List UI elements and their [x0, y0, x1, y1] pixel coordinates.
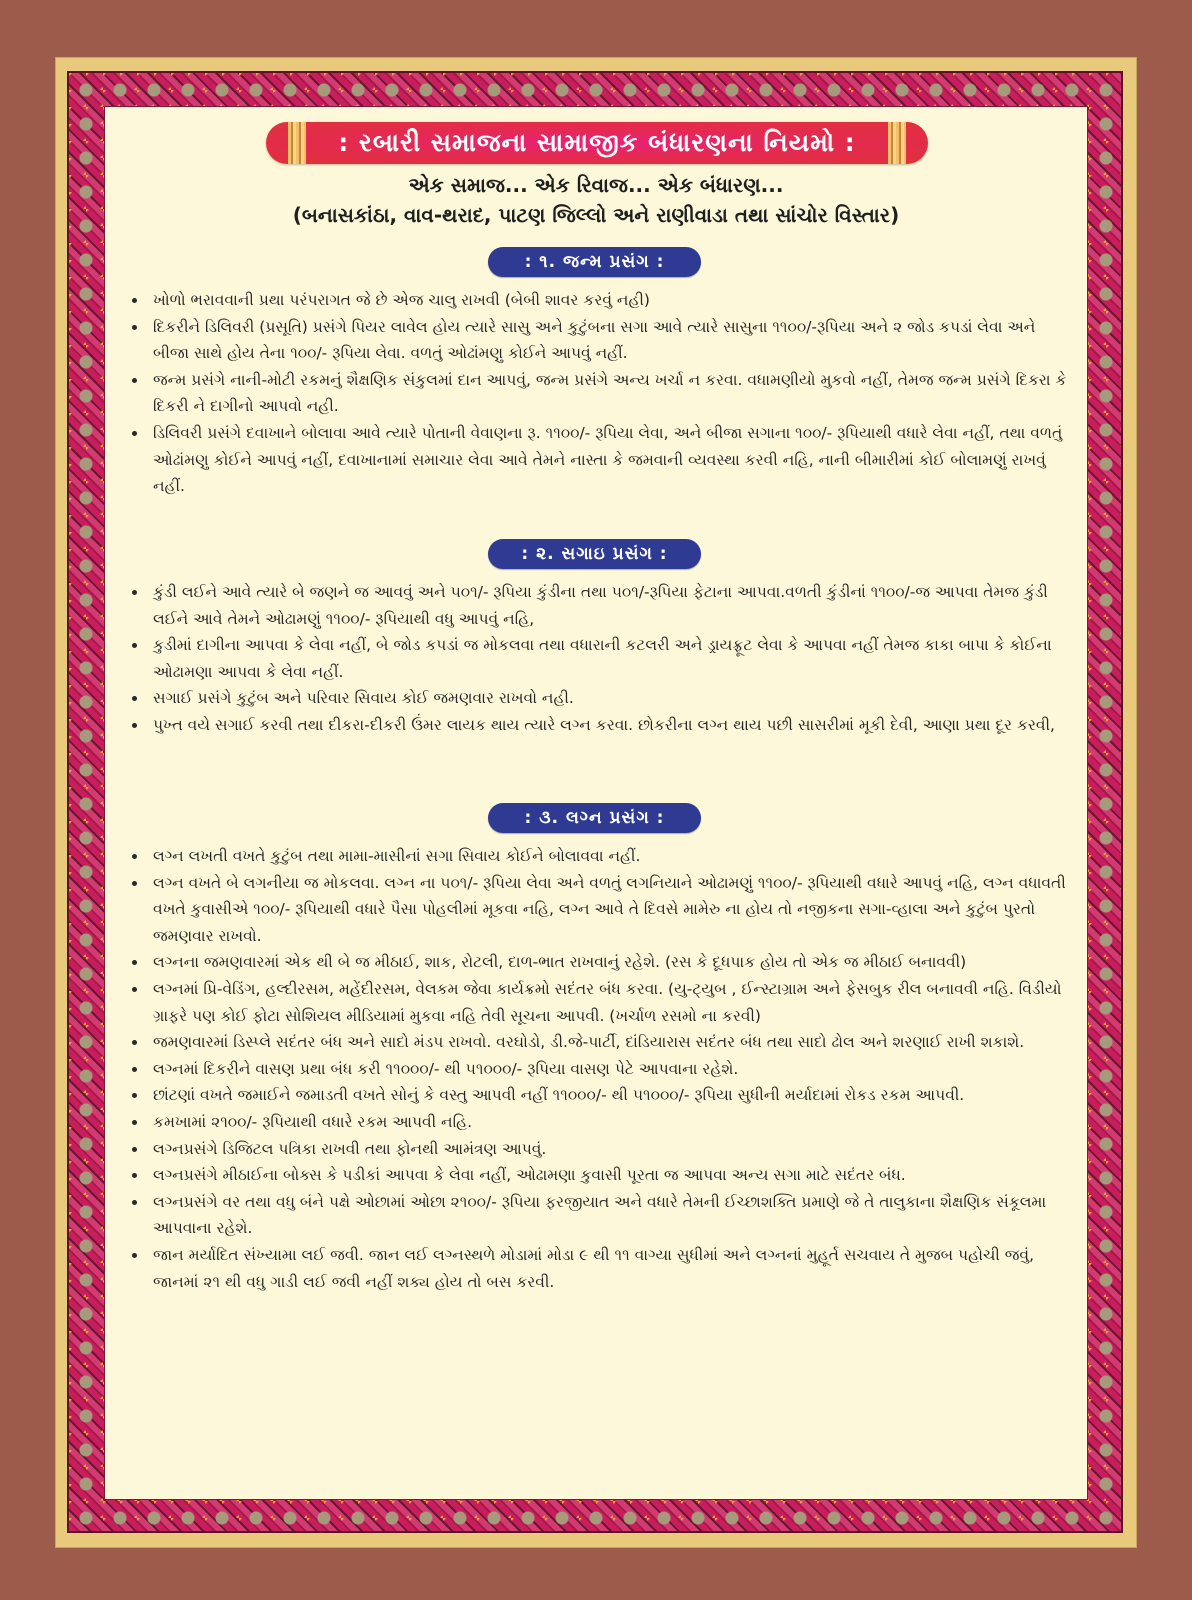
rules-list-birth [125, 287, 1075, 500]
rule-item: કુડીમાં દાગીના આપવા કે લેવા નહીં, બે જોડ કપડાં જ મોકલવા તથા વધારાની કટલરી અને ડ્રાયફ્રૂટ લેવા કે આપવા નહીં તેમજ કાકા બાપા કે કોઈના ઓઢામણા આપવા કે લેવા નહીં. [125, 632, 1075, 685]
section-heading-birth: : ૧. જન્મ પ્રસંગ : [488, 247, 701, 277]
rule-item: લગ્નમાં પ્રિ-વેડિંગ, હલ્દીરસમ, મહેંદીરસમ, વેલકમ જેવા કાર્યક્રમો સદંતર બંધ કરવા. (યુ-ટ્યુબ , ઈન્સ્ટાગ્રામ અને ફેસબુક રીલ બનાવવી નહિ. વિડીયો ગ્રાફરે પણ કોઈ ફોટા સોશિયલ મીડિયામાં મુકવા નહિ તેવી સૂચના આપવી. (ખર્ચાળ રસમો ના કરવી) [125, 976, 1075, 1029]
rule-item: ખોળો ભરાવવાની પ્રથા પરંપરાગત જે છે એજ ચાલુ રાખવી (બેબી શાવર કરવું નહી) [125, 287, 1075, 314]
section-heading-engagement: : ૨. સગાઇ પ્રસંગ : [488, 539, 701, 569]
rule-item: લગ્નપ્રસંગે મીઠાઈના બોક્સ કે પડીકાં આપવા કે લેવા નહીં, ઓઢામણા કુવાસી પૂરતા જ આપવા અન્ય સગા માટે સદંતર બંધ. [125, 1162, 1075, 1189]
rule-item: લગ્નપ્રસંગે વર તથા વધુ બંને પક્ષે ઓછામાં ઓછા ૨૧૦૦/- રૂપિયા ફરજીયાત અને વધારે તેમની ઈચ્છાશક્તિ પ્રમાણે જે તે તાલુકાના શૈક્ષણિક સંકૂલમા આપવાના રહેશે. [125, 1189, 1075, 1242]
rule-item: લગ્નમાં દિકરીને વાસણ પ્રથા બંધ કરી ૧૧૦૦૦/- થી ૫૧૦૦૦/- રૂપિયા વાસણ પેટે આપવાના રહેશે. [125, 1056, 1075, 1083]
rule-item: છાંટણાં વખતે જમાઈને જમાડતી વખતે સોનું કે વસ્તુ આપવી નહીં ૧૧૦૦૦/- થી ૫૧૦૦૦/- રૂપિયા સુધીની મર્યાદામાં રોકડ રકમ આપવી. [125, 1082, 1075, 1109]
page-title: : રબારી સમાજના સામાજીક બંધારણના નિયમો : [338, 128, 856, 157]
rule-item: લગ્ન લખતી વખતે કુટુંબ તથા મામા-માસીનાં સગા સિવાય કોઈને બોલાવવા નહીં. [125, 843, 1075, 870]
rule-item: સગાઈ પ્રસંગે કુટુંબ અને પરિવાર સિવાય કોઈ જમણવાર રાખવો નહી. [125, 685, 1075, 712]
rules-list-wedding [125, 843, 1075, 1295]
notice-content [104, 106, 1088, 1500]
rule-item: જન્મ પ્રસંગે નાની-મોટી રકમનું શૈક્ષણિક સંકુલમાં દાન આપવું, જન્મ પ્રસંગે અન્ય ખર્ચા ન કરવા. વધામણીયો મુકવો નહીં, તેમજ જન્મ પ્રસંગે દિકરા કે દિકરી ને દાગીનો આપવો નહી. [125, 367, 1075, 420]
rule-item: કમખામાં ૨૧૦૦/- રૂપિયાથી વધારે રકમ આપવી નહિ. [125, 1109, 1075, 1136]
rule-item: જાન મર્યાદિત સંખ્યામા લઈ જવી. જાન લઈ લગ્નસ્થળે મોડામાં મોડા ૯ થી ૧૧ વાગ્યા સુધીમાં અને લગ્નનાં મુહૂર્ત સચવાય તે મુજબ પહોચી જવું, જાનમાં ૨૧ થી વધુ ગાડી લઈ જવી નહીં શક્ય હોય તો બસ કરવી. [125, 1242, 1075, 1295]
tagline: એક સમાજ... એક રિવાજ... એક બંધારણ... [408, 173, 784, 197]
banner-gold-band-right [888, 122, 906, 164]
rule-item: લગ્ન વખતે બે લગનીયા જ મોકલવા. લગ્ન ના ૫૦૧/- રૂપિયા લેવા અને વળતું લગનિયાને ઓઢામણું ૧૧૦૦/- રૂપિયાથી વધારે આપવું નહિ, લગ્ન વધાવતી વખતે કુવાસીએ ૧૦૦/- રૂપિયાથી વધારે પૈસા પોહલીમાં મૂકવા નહિ, લગ્ન આવે તે દિવસે મામેરુ ના હોય તો નજીકના સગા-વ્હાલા અને કુટુંબ પુરતો જમણવાર રાખવો. [125, 870, 1075, 950]
rule-item: પુખ્ત વયે સગાઈ કરવી તથા દીકરા-દીકરી ઉંમર લાયક થાય ત્યારે લગ્ન કરવા. છોકરીના લગ્ન થાય પછી સાસરીમાં મૂકી દેવી, આણા પ્રથા દૂર કરવી, [125, 712, 1075, 739]
rule-item: કુંડી લઈને આવે ત્યારે બે જણને જ આવવું અને ૫૦૧/- રૂપિયા કુંડીના તથા ૫૦૧/-રૂપિયા ફેટાના આપવા.વળતી કુંડીનાં ૧૧૦૦/-જ આપવા તેમજ કુંડી લઈને આવે તેમને ઓઢામણું ૧૧૦૦/- રૂપિયાથી વધુ આપવું નહિ, [125, 579, 1075, 632]
region-subtitle: (બનાસકાંઠા, વાવ-થરાદ, પાટણ જિલ્લો અને રાણીવાડા તથા સાંચોર વિસ્તાર) [292, 203, 900, 227]
rule-item: લગ્નપ્રસંગે ડિજિટલ પત્રિકા રાખવી તથા ફોનથી આમંત્રણ આપવું. [125, 1136, 1075, 1163]
rules-list-engagement [125, 579, 1075, 739]
rule-item: ડિલિવરી પ્રસંગે દવાખાને બોલાવા આવે ત્યારે પોતાની વેવાણના રૂ. ૧૧૦૦/- રૂપિયા લેવા, અને બીજા સગાના ૧૦૦/- રૂપિયાથી વધારે લેવા નહીં, તથા વળતું ઓઢાંમણુ કોઈને આપવું નહીં, દવાખાનામાં સમાચાર લેવા આવે તેમને નાસ્તા કે જમવાની વ્યવસ્થા કરવી નહિ, નાની બીમારીમાં કોઈ બોલામણું રાખવું નહીં. [125, 420, 1075, 500]
rule-item: દિકરીને ડિલિવરી (પ્રસૂતિ) પ્રસંગે પિયર લાવેલ હોય ત્યારે સાસુ અને કુટુંબના સગા આવે ત્યારે સાસુના ૧૧૦૦/-રૂપિયા અને ૨ જોડ કપડાં લેવા અને બીજા સાથે હોય તેના ૧૦૦/- રૂપિયા લેવા. વળતું ઓઢાંમણુ કોઈને આપવું નહીં. [125, 314, 1075, 367]
rule-item: લગ્નના જમણવારમાં એક થી બે જ મીઠાઈ, શાક, રોટલી, દાળ-ભાત રાખવાનું રહેશે. (રસ કે દૂધપાક હોય તો એક જ મીઠાઈ બનાવવી) [125, 949, 1075, 976]
section-heading-wedding: : ૩. લગ્ન પ્રસંગ : [488, 803, 701, 833]
rule-item: જમણવારમાં ડિસ્પ્લે સદંતર બંધ અને સાદો મંડપ રાખવો. વરઘોડો, ડી.જે-પાર્ટી, દાંડિયારાસ સદંતર બંધ તથા સાદો ઢોલ અને શરણાઈ રાખી શકાશે. [125, 1029, 1075, 1056]
banner-gold-band-left [288, 122, 306, 164]
title-banner [266, 122, 928, 164]
